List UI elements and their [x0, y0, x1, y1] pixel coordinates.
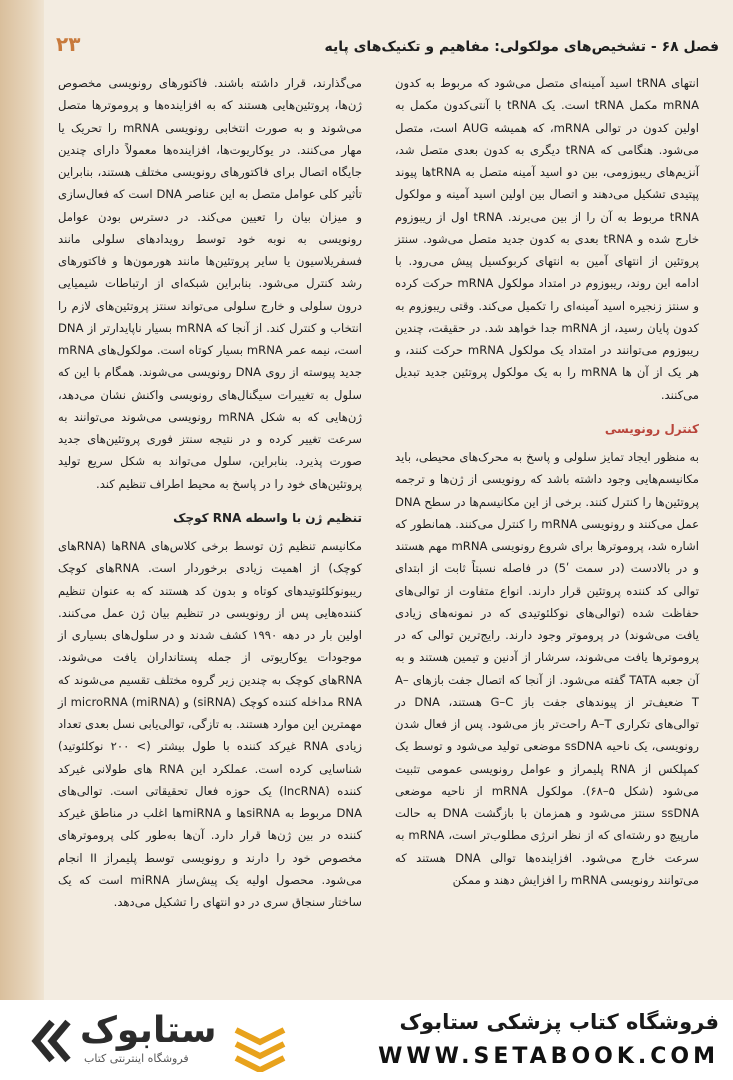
arrows-icon: [22, 1012, 80, 1070]
paragraph: مکانیسم تنظیم ژن توسط برخی کلاس‌های RNAها (RNAهای کوچک) از اهمیت زیادی برخوردار است. RNAهای کوچک ریبونوکلئوتیدهای کوتاه و بدون کد هستند که به عنوان تنظیم کننده‌هایی پس از رونویسی در تنظیم بیان ژن عمل می‌کنند. اولین بار در دهه ۱۹۹۰ کشف شدند و در سلول‌های بسیاری از موجودات یوکاریوتی از جمله پستانداران یافت می‌شوند. RNAهای کوچک به چندین زیر گروه مختلف تقسیم می‌شوند که RNA مداخله کننده کوچک (siRNA) و microRNA (miRNA) از مهمترین این موارد هستند. به تازگی، توالی‌یابی نسل بعدی تعداد زیادی RNA غیرکد کننده با طول بیشتر (> ۲۰۰ نوکلئوتید) شناسایی کرده است. عملکرد این RNA های طولانی غیرکد کننده (lncRNA) یک حوزه فعال تحقیقاتی است. توالی‌های DNA مربوط به siRNAها و miRNAها اغلب در مناطق غیرکد کننده در بین ژن‌ها قرار دارد. آن‌ها به‌طور کلی پروموترهای مخصوص خود را دارند و رونویسی توسط پلیمراز II انجام می‌شود. محصول اولیه یک پیش‌ساز miRNA است که یک ساختار سنجاق سری در دو انتهای را تشکیل می‌دهد.: [58, 539, 363, 909]
store-url-link[interactable]: WWW.SETABOOK.COM: [378, 1044, 719, 1069]
section-heading-small-rna: تنظیم ژن با واسطه RNA کوچک: [173, 510, 362, 525]
book-stack-icon: [232, 1018, 288, 1072]
section-heading-transcription-control: کنترل رونویسی: [604, 421, 699, 436]
paragraph: می‌گذارند، قرار داشته باشند. فاکتورهای رونویسی مخصوص ژن‌ها، پروتئین‌هایی هستند که به افزاینده‌ها و پروموترها متصل می‌شوند و به صورت انتخابی رونویسی mRNA را تحریک یا مهار می‌کنند. در یوکاریوت‌ها، افزاینده‌ها معمولاً دارای چندین جایگاه اتصال برای فاکتورهای رونویسی مختلف هستند، بنابراین تأثیر کلی عوامل متصل به این عناصر DNA است که فعال‌سازی و میزان بیان را تعیین می‌کند. در دسترس بودن عوامل رونویسی به نوبه خود توسط رویدادهای سلولی مانند فسفریلاسیون یا سایر پروتئین‌ها مانند هورمون‌ها و فاکتورهای رشد کنترل می‌شود. بنابراین شبکه‌ای از ارتباطات شیمیایی درون سلولی و خارج سلولی می‌تواند سنتز پروتئین‌های لازم را انتخاب و کنترل کند. از آنجا که mRNA بسیار ناپایدارتر از DNA است، نیمه عمر mRNA بسیار کوتاه است. مولکول‌های mRNA جدید پیوسته از روی DNA رونویسی می‌شوند. همگام با این که سلول به تغییرات سیگنال‌های رونویسی واکنش نشان می‌دهد، ژن‌هایی که به شکل mRNA رونویسی می‌شوند می‌توانند به سرعت تغییر کرده و در نتیجه سنتز فوری پروتئین‌های جدید صورت پذیرد. بنابراین، سلول می‌تواند به شکل سریع تولید پروتئین‌های خود را در پاسخ به محیط اطراف تنظیم کند.: [58, 76, 363, 491]
logo-wordmark: ستابوک: [80, 1010, 217, 1051]
page-header: [56, 34, 719, 60]
left-column: [58, 72, 362, 913]
paragraph: انتهای tRNA اسید آمینه‌ای متصل می‌شود که مربوط به کدون mRNA مکمل tRNA است. یک tRNA با آنتی‌کدون مکمل به اولین کدون در توالی mRNA، که همیشه AUG است، متصل می‌شود. هنگامی که tRNA دیگری به کدون بعدی متصل شد، آنزیم‌های ریبوزومی، بین دو اسید آمینه متصل به tRNAها پیوند پپتیدی تشکیل می‌دهند و اتصال بین اولین اسید آمینه و مولکول tRNA مربوط به آن را از بین می‌برند. tRNA اول از ریبوزوم خارج شده و tRNA بعدی به کدون جدید متصل می‌شود. سنتز پروتئین از انتهای آمین به انتهای کربوکسیل پیش می‌رود. با ادامه این روند، ریبوزوم در امتداد مولکول mRNA حرکت کرده و سنتز زنجیره اسید آمینه‌ای را تکمیل می‌کند. وقتی ریبوزوم به کدون پایان رسید، از mRNA جدا خواهد شد. در حقیقت، چندین ریبوزوم می‌توانند در امتداد یک مولکول mRNA حرکت کنند، و هر یک از آن ها mRNA را به یک مولکول پروتئین جدید تبدیل می‌کنند.: [395, 76, 700, 402]
store-name: فروشگاه کتاب پزشکی ستابوک: [399, 1010, 719, 1034]
setabook-logo[interactable]: [22, 1012, 272, 1070]
running-head: فصل ۶۸ - تشخیص‌های مولکولی: مفاهیم و تکنیک‌های پایه: [324, 39, 719, 55]
paragraph: به منظور ایجاد تمایز سلولی و پاسخ به محرک‌های محیطی، باید مکانیسم‌هایی وجود داشته باشد که رونویسی از ژن‌ها و ترجمه پروتئین‌ها را کنترل کنند. برخی از این مکانیسم‌ها در سطح DNA عمل می‌کنند و رونویسی mRNA را کنترل می‌کنند. همانطور که اشاره شد، پروموترها برای شروع رونویسی mRNA مهم هستند و در بالادست (در سمت ʹ5) در فاصله نسبتاً ثابت از ابتدای توالی کد کننده پروتئین قرار دارند. انواع متفاوت از توالی‌های حفاظت شده (توالی‌های نوکلئوتیدی که در نمونه‌های زیادی یافت می‌شوند) در پروموتر وجود دارند. رایج‌ترین توالی که در پروموترها یافت می‌شوند، سرشار از آدنین و تیمین هستند و به آن جعبه TATA گفته می‌شود. از آنجا که اتصال جفت بازهای A–T ضعیف‌تر از پیوندهای جفت باز G–C هستند، DNA در توالی‌های تکراری A–T راحت‌تر باز می‌شود. پس از فعال شدن رونویسی، یک ناحیه ssDNA موضعی تولید می‌شود و توسط یک کمپلکس از RNA پلیمراز و عوامل رونویسی عمومی تثبیت می‌شود (شکل ۵–۶۸). مولکول mRNA از ناحیه موضعی ssDNA سنتز می‌شود و همزمان با بازگشت DNA به حالت مارپیچ دو رشته‌ای که از نظر انرژی مطلوب‌تر است، mRNA به سرعت خارج می‌شود. افزاینده‌ها توالی DNA هستند که می‌توانند رونویسی mRNA را افزایش دهند و ممکن: [395, 450, 700, 887]
page-edge-band: [0, 0, 44, 1000]
right-column: [395, 72, 699, 891]
store-banner: [0, 1000, 733, 1080]
page-number: ۲۳: [56, 32, 81, 56]
logo-subtitle: فروشگاه اینترنتی کتاب: [84, 1052, 189, 1065]
